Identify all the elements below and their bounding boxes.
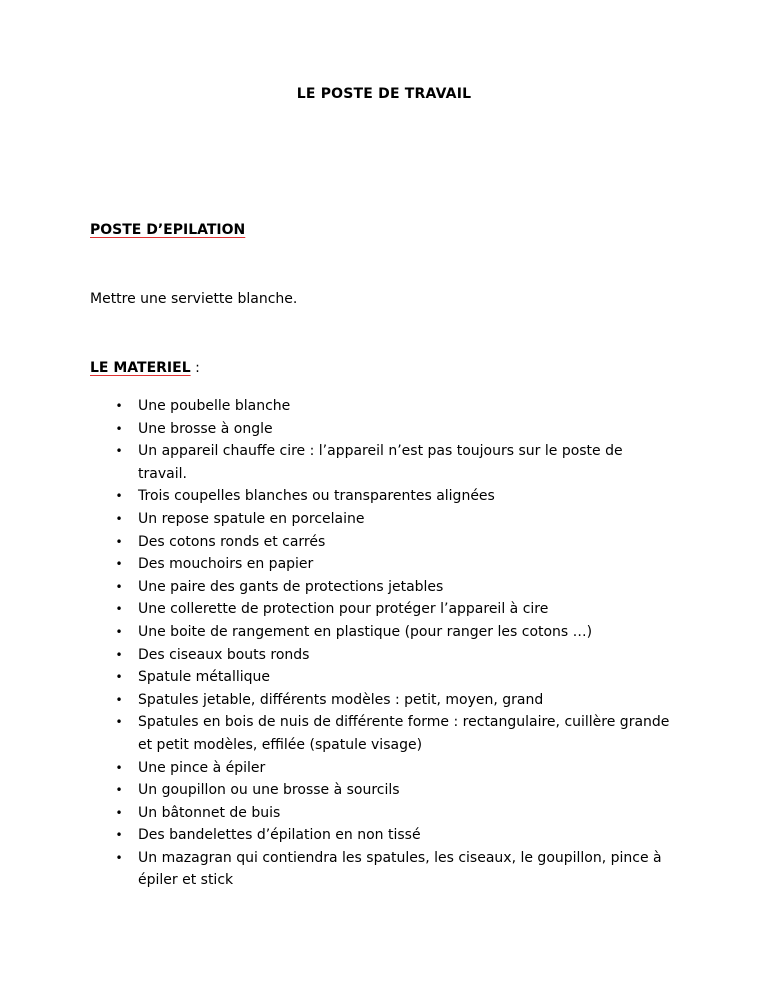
list-item-text: Des mouchoirs en papier [138, 556, 314, 573]
list-item [90, 666, 670, 689]
bullet-icon: • [115, 579, 123, 594]
list-item [90, 711, 670, 756]
bullet-icon: • [115, 828, 123, 843]
bullet-icon: • [115, 850, 123, 865]
list-item [90, 757, 670, 780]
bullet-icon: • [115, 647, 123, 662]
list-item-text: Spatules jetable, différents modèles : petit, moyen, grand [138, 691, 544, 708]
bullet-icon: • [115, 783, 123, 798]
list-item [90, 576, 670, 599]
list-item-text: Spatule métallique [138, 669, 271, 686]
list-item-text: Une collerette de protection pour protéger l’appareil à cire [138, 601, 549, 618]
list-item [90, 847, 670, 892]
list-item-text: Un bâtonnet de buis [138, 804, 281, 821]
list-item-text: Des ciseaux bouts ronds [138, 646, 310, 663]
list-item-text: Une brosse à ongle [138, 420, 273, 437]
bullet-icon: • [115, 670, 123, 685]
list-item-text: Spatules en bois de nuis de différente forme : rectangulaire, cuillère grande et petit modèles, effilée (spatule visage) [138, 714, 670, 753]
list-item [90, 689, 670, 712]
list-item [90, 621, 670, 644]
list-item [90, 553, 670, 576]
materiel-heading [90, 360, 200, 376]
materiel-list [90, 395, 670, 892]
bullet-icon: • [115, 511, 123, 526]
list-item-text: Trois coupelles blanches ou transparentes alignées [138, 488, 495, 505]
list-item-text: Une paire des gants de protections jetables [138, 578, 444, 595]
bullet-icon: • [115, 557, 123, 572]
list-item [90, 531, 670, 554]
bullet-icon: • [115, 692, 123, 707]
list-item [90, 644, 670, 667]
bullet-icon: • [115, 421, 123, 436]
bullet-icon: • [115, 602, 123, 617]
intro-paragraph: Mettre une serviette blanche. [90, 291, 298, 307]
list-item [90, 598, 670, 621]
list-item-text: Un goupillon ou une brosse à sourcils [138, 782, 400, 799]
list-item [90, 824, 670, 847]
bullet-icon: • [115, 444, 123, 459]
bullet-icon: • [115, 534, 123, 549]
list-item-text: Un appareil chauffe cire : l’appareil n’est pas toujours sur le poste de travail. [138, 443, 623, 482]
list-item [90, 418, 670, 441]
bullet-icon: • [115, 489, 123, 504]
section-heading-poste-epilation: POSTE D’EPILATION [90, 222, 246, 238]
list-item-text: Des cotons ronds et carrés [138, 533, 326, 550]
list-item [90, 802, 670, 825]
list-item-text: Un repose spatule en porcelaine [138, 510, 365, 527]
bullet-icon: • [115, 624, 123, 639]
list-item-text: Des bandelettes d’épilation en non tissé [138, 827, 421, 844]
list-item [90, 508, 670, 531]
bullet-icon: • [115, 760, 123, 775]
list-item-text: Une boite de rangement en plastique (pour ranger les cotons …) [138, 623, 593, 640]
list-item [90, 395, 670, 418]
list-item-text: Une pince à épiler [138, 759, 266, 776]
materiel-heading-colon: : [190, 360, 200, 376]
materiel-heading-label: LE MATERIEL [90, 360, 191, 376]
list-item [90, 440, 670, 485]
list-item [90, 779, 670, 802]
bullet-icon: • [115, 399, 123, 413]
list-item [90, 485, 670, 508]
list-item-text: Un mazagran qui contiendra les spatules, les ciseaux, le goupillon, pince à épiler et stick [138, 849, 662, 889]
bullet-icon: • [115, 715, 123, 730]
document-title: LE POSTE DE TRAVAIL [296, 86, 472, 102]
bullet-icon: • [115, 805, 123, 820]
list-item-text: Une poubelle blanche [138, 398, 291, 414]
